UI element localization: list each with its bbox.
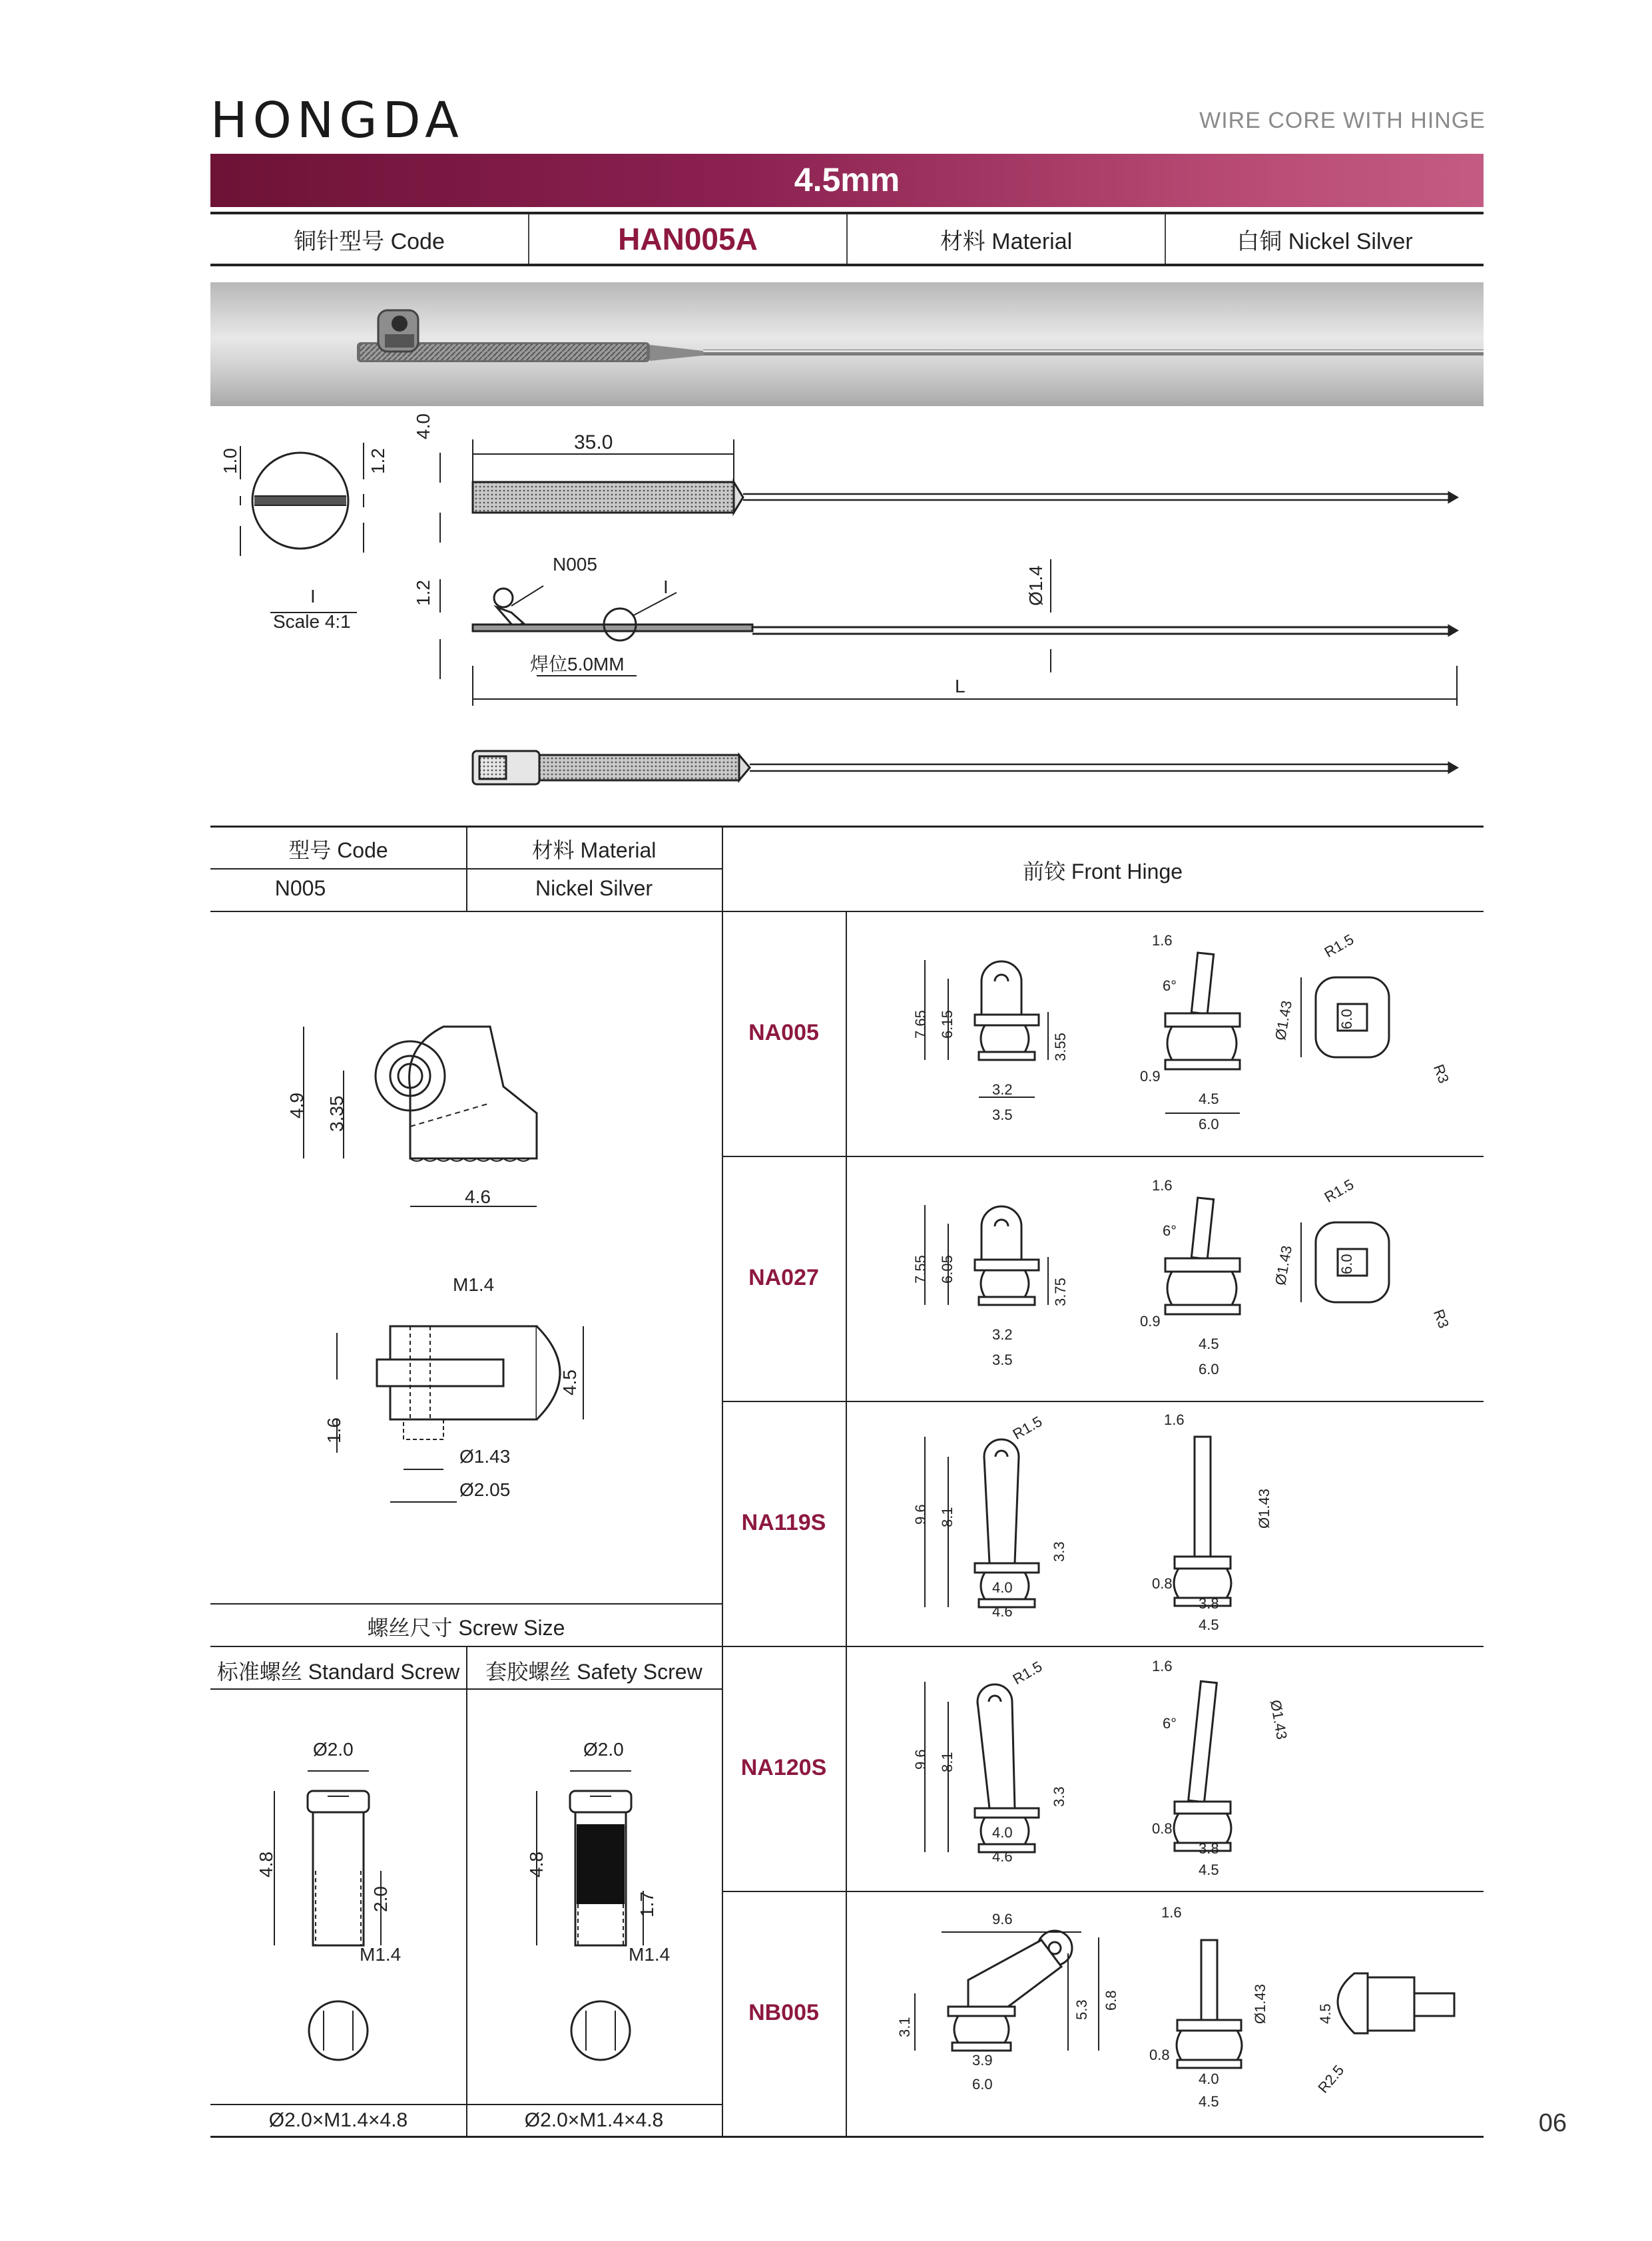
na005-r3: R3 [1430, 1062, 1453, 1086]
na027-t-0-9: 0.9 [1140, 1313, 1161, 1330]
std-screw-dia-2-0: Ø2.0 [313, 1739, 354, 1760]
hinge-name-col-divider [846, 911, 847, 2137]
section-divider-top [210, 826, 1484, 828]
detail-label-I-callout: I [663, 577, 669, 597]
nb005-h-5-3: 5.3 [1073, 1999, 1090, 2020]
n005-dim-3-35: 3.35 [326, 1095, 347, 1132]
na120s-t-0-8: 0.8 [1152, 1820, 1173, 1837]
n005-material: Nickel Silver [535, 876, 653, 900]
part-n005-callout: N005 [553, 554, 597, 575]
na119s-h-3-3: 3.3 [1051, 1541, 1067, 1562]
na120s-h-8-1: 8.1 [939, 1752, 956, 1772]
na120s-h-9-6: 9.6 [912, 1749, 929, 1770]
product-photo [210, 282, 1484, 406]
dim-1-2-top: 1.2 [368, 448, 388, 474]
safety-screw-m1-4: M1.4 [629, 1944, 671, 1965]
n005-dim-4-6: 4.6 [465, 1186, 491, 1207]
na120s-w-4-5: 4.5 [1199, 1862, 1219, 1878]
nb005-r2-5: R2.5 [1314, 2061, 1348, 2097]
length-L-label: L [955, 676, 965, 696]
na120s-h-3-3: 3.3 [1051, 1786, 1067, 1807]
na119s-h-8-1: 8.1 [939, 1507, 956, 1527]
n005-dim-dia-1-43: Ø1.43 [459, 1446, 511, 1467]
hinge-name-nb005: NB005 [748, 2000, 819, 2025]
section-divider-bottom [210, 2136, 1484, 2138]
na027-angle-6: 6° [1163, 1222, 1177, 1239]
weld-position-label: 焊位5.0MM [530, 654, 625, 674]
na005-w-3-5: 3.5 [992, 1107, 1013, 1123]
size-band-bar [210, 154, 1484, 207]
nb005-drawing [915, 1931, 1454, 2068]
nb005-h-6-8: 6.8 [1103, 1990, 1119, 2011]
std-screw-len-2-0: 2.0 [370, 1886, 391, 1912]
safety-screw-len-4-8: 4.8 [526, 1852, 547, 1877]
hinge-name-na027: NA027 [748, 1265, 819, 1290]
na027-t-1-6: 1.6 [1152, 1177, 1173, 1194]
na119s-w-4-0: 4.0 [992, 1579, 1013, 1596]
na119s-w-3-8: 3.8 [1199, 1595, 1219, 1612]
na119s-t-0-8: 0.8 [1152, 1575, 1173, 1592]
na005-h-3-55: 3.55 [1052, 1033, 1069, 1061]
na005-w-3-2: 3.2 [992, 1081, 1013, 1098]
standard-screw-label: 标准螺丝 Standard Screw [216, 1660, 460, 1684]
nb005-w-4-0: 4.0 [1199, 2071, 1219, 2087]
nb005-h-3-1: 3.1 [896, 2017, 913, 2037]
na120s-dia-1-43: Ø1.43 [1266, 1698, 1290, 1741]
na027-h-6-05: 6.05 [939, 1255, 956, 1284]
na027-w-3-2: 3.2 [992, 1326, 1013, 1343]
na120s-drawing [925, 1681, 1231, 1852]
na005-w-6-0: 6.0 [1199, 1116, 1219, 1132]
std-screw-spec: Ø2.0×M1.4×4.8 [268, 2109, 408, 2131]
nb005-t-0-8: 0.8 [1149, 2047, 1170, 2063]
brand-logo: HONGDA [210, 92, 464, 149]
na027-drawing [925, 1198, 1389, 1314]
nb005-w-6-0: 6.0 [972, 2076, 993, 2093]
n005-code: N005 [274, 876, 326, 900]
scale-label: Scale 4:1 [273, 611, 351, 632]
na005-t-1-6: 1.6 [1152, 932, 1173, 949]
na119s-w-4-6: 4.6 [992, 1603, 1013, 1620]
document-title: WIRE CORE WITH HINGE [1199, 108, 1486, 133]
product-header-table [210, 212, 1484, 266]
na027-r3: R3 [1430, 1307, 1453, 1331]
na120s-w-4-6: 4.6 [992, 1848, 1013, 1865]
na120s-r1-5: R1.5 [1009, 1658, 1045, 1688]
std-screw-m1-4: M1.4 [360, 1944, 402, 1965]
nb005-w-3-9: 3.9 [972, 2052, 993, 2069]
na119s-h-9-6: 9.6 [912, 1504, 929, 1525]
na119s-dia-1-43: Ø1.43 [1256, 1489, 1272, 1529]
na005-r1-5: R1.5 [1321, 931, 1357, 961]
nb005-w-9-6: 9.6 [992, 1911, 1013, 1927]
dim-4-0: 4.0 [413, 413, 433, 439]
dim-1-2-side: 1.2 [413, 580, 433, 606]
na027-r1-5: R1.5 [1321, 1176, 1357, 1206]
hinge-name-na119s: NA119S [741, 1510, 826, 1535]
material-label: 材料 Material [847, 213, 1165, 265]
na027-side-6-0: 6.0 [1338, 1254, 1355, 1274]
na027-w-6-0: 6.0 [1199, 1361, 1219, 1377]
size-band-label: 4.5mm [794, 161, 900, 198]
safety-screw-len-1-7: 1.7 [637, 1891, 657, 1917]
material-value: 白铜 Nickel Silver [1165, 213, 1484, 265]
safety-screw-spec: Ø2.0×M1.4×4.8 [524, 2109, 664, 2131]
page-number: 06 [1538, 2109, 1567, 2137]
na005-h-7-65: 7.65 [912, 1010, 929, 1039]
na005-angle-6: 6° [1163, 977, 1177, 994]
wire-core-photo-illustration [210, 282, 1484, 406]
nb005-dia-1-43: Ø1.43 [1252, 1984, 1268, 2024]
table-header-bottom [210, 911, 1484, 912]
na120s-w-3-8: 3.8 [1199, 1840, 1219, 1857]
na027-w-4-5: 4.5 [1199, 1336, 1219, 1352]
na005-t-0-9: 0.9 [1140, 1068, 1161, 1085]
na120s-angle-6: 6° [1163, 1715, 1177, 1732]
n005-dim-4-5: 4.5 [559, 1370, 580, 1395]
nb005-w-4-5: 4.5 [1199, 2093, 1219, 2110]
dim-1-0: 1.0 [220, 448, 240, 474]
na005-dia-1-43: Ø1.43 [1272, 999, 1296, 1042]
na005-w-4-5: 4.5 [1199, 1091, 1219, 1107]
na027-h-7-55: 7.55 [912, 1255, 929, 1284]
nb005-t-1-6: 1.6 [1161, 1904, 1182, 1921]
na119s-drawing [925, 1437, 1231, 1607]
na119s-t-1-6: 1.6 [1164, 1411, 1185, 1428]
dim-length-35: 35.0 [574, 431, 613, 453]
na005-h-6-15: 6.15 [939, 1010, 956, 1039]
std-screw-len-4-8: 4.8 [256, 1852, 276, 1877]
na119s-w-4-5: 4.5 [1199, 1617, 1219, 1633]
code-value: HAN005A [529, 213, 847, 265]
hinge-name-na120s: NA120S [740, 1755, 827, 1780]
screw-title-top [210, 1603, 722, 1605]
n005-dim-1-6: 1.6 [324, 1417, 344, 1443]
safety-screw-label: 套胶螺丝 Safety Screw [485, 1660, 702, 1684]
screw-spec-divider [210, 2104, 722, 2105]
na120s-w-4-0: 4.0 [992, 1824, 1013, 1841]
dim-diameter-1-4: Ø1.4 [1025, 565, 1046, 606]
na120s-t-1-6: 1.6 [1152, 1658, 1173, 1674]
na119s-r1-5: R1.5 [1009, 1413, 1045, 1443]
n005-dim-4-9: 4.9 [286, 1093, 307, 1119]
front-hinge-title: 前铰 Front Hinge [1022, 860, 1183, 883]
detail-label-I: I [310, 586, 316, 607]
screw-size-title: 螺丝尺寸 Screw Size [367, 1616, 565, 1640]
n005-dim-m1-4: M1.4 [453, 1274, 495, 1295]
safety-screw-dia-2-0: Ø2.0 [583, 1739, 624, 1760]
na027-w-3-5: 3.5 [992, 1352, 1013, 1368]
col-code-label: 型号 Code [288, 838, 388, 862]
na027-dia-1-43: Ø1.43 [1272, 1244, 1296, 1287]
col-material-label: 材料 Material [531, 838, 657, 862]
wire-core-technical-drawing [210, 413, 1484, 812]
na027-h-3-75: 3.75 [1052, 1278, 1069, 1306]
hinge-name-na005: NA005 [748, 1020, 819, 1045]
code-label: 铜针型号 Code [294, 228, 445, 254]
na005-side-6-0: 6.0 [1338, 1009, 1355, 1029]
n005-dim-dia-2-05: Ø2.05 [459, 1479, 511, 1500]
nb005-side-4-5: 4.5 [1317, 2003, 1334, 2024]
